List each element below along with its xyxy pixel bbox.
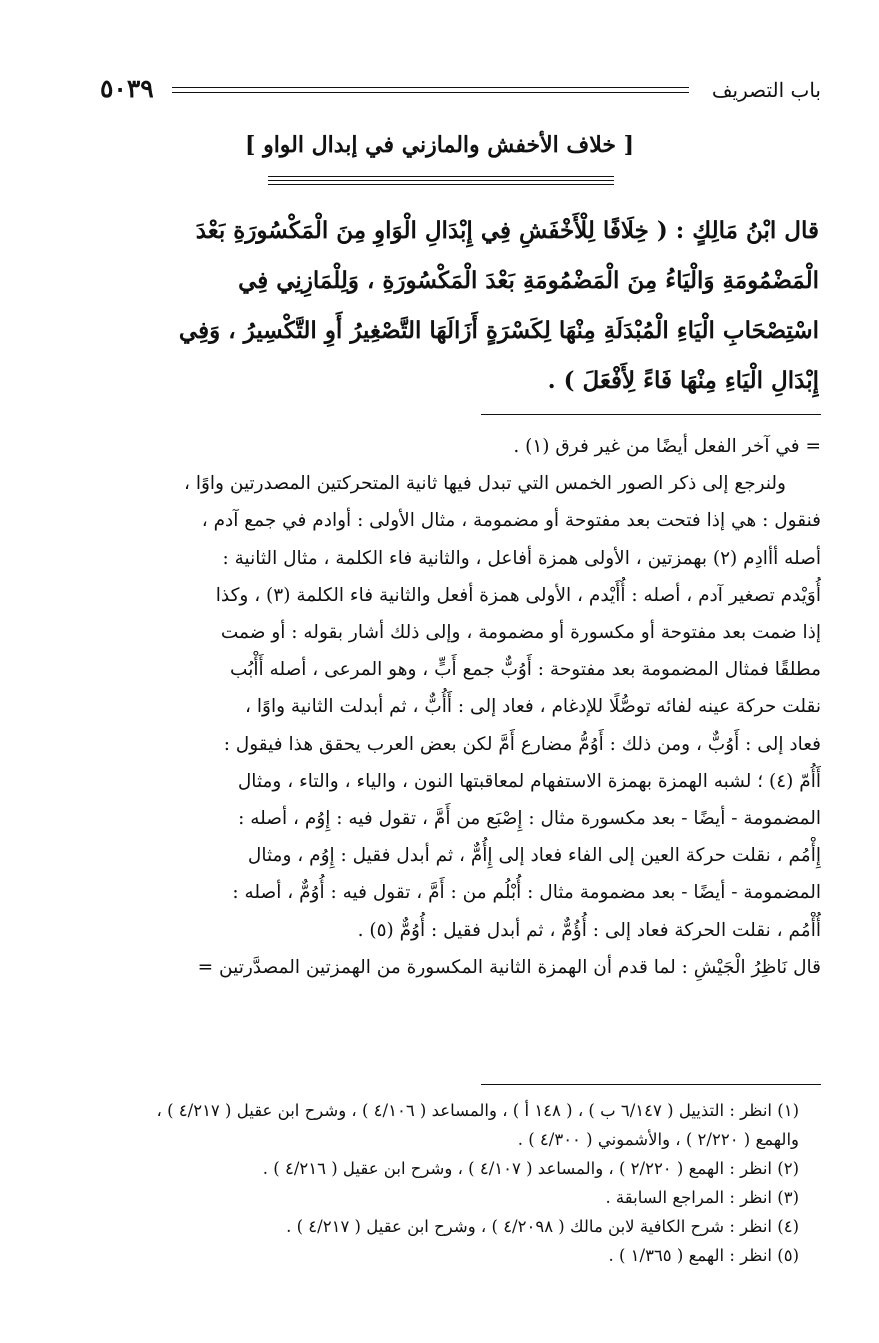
body-line: أُوَيْدم تصغير آدم ، أصله : أُأَيْدم ، الأولى همزة أفعل والثانية فاء الكلمة (٣) ، وكذا (215, 584, 821, 606)
body-line: أُأْمُم ، نقلت الحركة فعاد إلى : أُؤُمٌّ ، ثم أبدل فقيل : أُوُمٌّ (٥) . (357, 919, 821, 941)
body-line: إِأْمُم ، نقلت حركة العين إلى الفاء فعاد إلى إِأُمٌّ ، ثم أبدل فقيل : إِوُم ، ومثال (247, 845, 821, 867)
body-line: فنقول : هي إذا فتحت بعد مفتوحة أو مضمومة ، مثال الأولى : أوادم في جمع آدم ، (201, 510, 821, 532)
running-header (100, 72, 821, 112)
matn-line: إِبْدَالِ الْيَاءِ مِنْهَا فَاءً لِأَفْعَلَ ) . (547, 367, 819, 394)
footnote-line: (٣) انظر : المراجع السابقة . (605, 1188, 799, 1207)
body-line: المضمومة - أيضًا - بعد مضمومة مثال : أُبْلُم من : أَمَّ ، تقول فيه : أُوُمٌّ ، أصله : (232, 882, 821, 904)
matn-line: اسْتِصْحَابِ الْيَاءِ الْمُبْدَلَةِ مِنْهَا لِكَسْرَةٍ أَزَالَهَا التَّصْغِيرُ أَوِ التَّكْسِيرُ ، وَفِي (178, 317, 819, 344)
body-line: = في آخر الفعل أيضًا من غير فرق (١) . (513, 436, 821, 457)
footnote-line: والهمع ( ٢/٢٢٠ ) ، والأشموني ( ٤/٣٠٠ ) . (517, 1130, 799, 1149)
body-line: أَأُمّ (٤) ؛ لشبه الهمزة بهمزة الاستفهام لمعاقبتها النون ، والياء ، والتاء ، ومثال (237, 770, 821, 792)
header-rule (172, 87, 689, 93)
matn-line: الْمَضْمُومَةِ وَالْيَاءُ مِنَ الْمَضْمُومَةِ بَعْدَ الْمَكْسُورَةِ ، وَلِلْمَازِنِي فِي (238, 267, 819, 294)
commentary-body (80, 428, 821, 986)
matn-quote (98, 206, 819, 406)
footnotes (80, 1096, 821, 1270)
body-line: إذا ضمت بعد مفتوحة أو مكسورة أو مضمومة ، وإلى ذلك أشار بقوله : أو ضمت (220, 622, 821, 644)
body-line: ولنرجع إلى ذكر الصور الخمس التي تبدل فيها ثانية المتحركتين المصدرتين واوًا ، (183, 473, 786, 495)
body-line: مطلقًا فمثال المضمومة بعد مفتوحة : أَوُبٌّ جمع أَبٍّ ، وهو المرعى ، أصله أَأْبُب (230, 659, 821, 681)
footnote-separator (481, 1084, 821, 1085)
matn-line: قال ابْنُ مَالِكٍ : ( خِلَافًا لِلْأَخْفَشِ فِي إِبْدَالِ الْوَاوِ مِنَ الْمَكْسُورَةِ بَعْدَ (195, 217, 819, 244)
heading-rules (268, 176, 614, 188)
body-line: نقلت حركة عينه لفائه توصُّلًا للإدغام ، فعاد إلى : أَأُبٌّ ، ثم أبدلت الثانية واوًا ، (245, 696, 821, 718)
page-number: ٥٠٣٩ (100, 74, 154, 103)
body-line: فعاد إلى : أَوُبٌّ ، ومن ذلك : أَوُمُّ مضارع أَمَّ لكن بعض العرب يحقق هذا فيقول : (223, 733, 821, 755)
matn-separator (481, 414, 821, 415)
footnote-line: (٢) انظر : الهمع ( ٢/٢٢٠ ) ، والمساعد ( ٤/١٠٧ ) ، وشرح ابن عقيل ( ٤/٢١٦ ) . (262, 1159, 799, 1178)
chapter-title: باب التصريف (711, 78, 821, 102)
body-line: قال نَاظِرُ الْجَيْشِ : لما قدم أن الهمزة الثانية المكسورة من الهمزتين المصدَّرتين = (197, 956, 821, 978)
body-line: أصله أأادِم (٢) بهمزتين ، الأولى همزة أفاعل ، والثانية فاء الكلمة ، مثال الثانية : (222, 547, 821, 569)
section-heading: [ خلاف الأخفش والمازني في إبدال الواو ] (245, 132, 634, 158)
footnote-line: (١) انظر : التذييل ( ٦/١٤٧ ب ) ، ( ١٤٨ أ ) ، والمساعد ( ٤/١٠٦ ) ، وشرح ابن عقيل ( ٤/٢١٧ ) ، (156, 1101, 799, 1120)
footnote-line: (٤) انظر : شرح الكافية لابن مالك ( ٤/٢٠٩٨ ) ، وشرح ابن عقيل ( ٤/٢١٧ ) . (286, 1217, 799, 1236)
footnote-line: (٥) انظر : الهمع ( ١/٣٦٥ ) . (608, 1246, 799, 1265)
body-line: المضمومة - أيضًا - بعد مكسورة مثال : إِصْبَع من أَمَّ ، تقول فيه : إِوُم ، أصله : (238, 808, 821, 830)
